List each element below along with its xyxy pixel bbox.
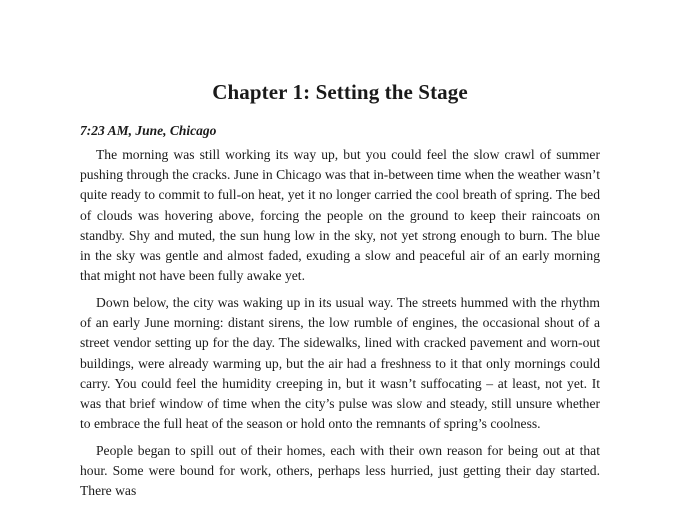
- body-paragraph-2: Down below, the city was waking up in its usual way. The streets hummed with the rhythm of an early June morning: distant sirens, the low rumble of engines, the occasional shout of a street vendor setting up for the day. The sidewalks, lined with cracked pavement and worn-out buildings, were already warming up, but the air had a freshness to it that only mornings could carry. You could feel the humidity creeping in, but it wasn’t suffocating – at least, not yet. It was that brief window of time when the city’s pulse was slow and steady, still unsure whether to embrace the full heat of the season or hold onto the remnants of spring’s coolness.: [80, 294, 600, 432]
- chapter-title: Chapter 1: Setting the Stage: [212, 80, 468, 104]
- body-paragraph-1: The morning was still working its way up, but you could feel the slow crawl of summer pushing through the cracks. June in Chicago was that in-between time when the weather wasn’t quite ready to commit to full-on heat, yet it no longer carried the cool breath of spring. The bed of clouds was hovering above, forcing the people on the ground to keep their raincoats on standby. Shy and muted, the sun hung low in the sky, not yet strong enough to burn. The blue in the sky was gentle and almost faded, exuding a slow and peaceful air of an early morning that might not have been fully awake yet.: [80, 147, 600, 284]
- body-paragraph-3: People began to spill out of their homes, each with their own reason for being out at that hour. Some were bound for work, others, perhaps less hurried, just getting their day started. There was: [80, 442, 600, 499]
- chapter-body: [80, 145, 600, 508]
- chapter-dateline: 7:23 AM, June, Chicago: [80, 123, 217, 138]
